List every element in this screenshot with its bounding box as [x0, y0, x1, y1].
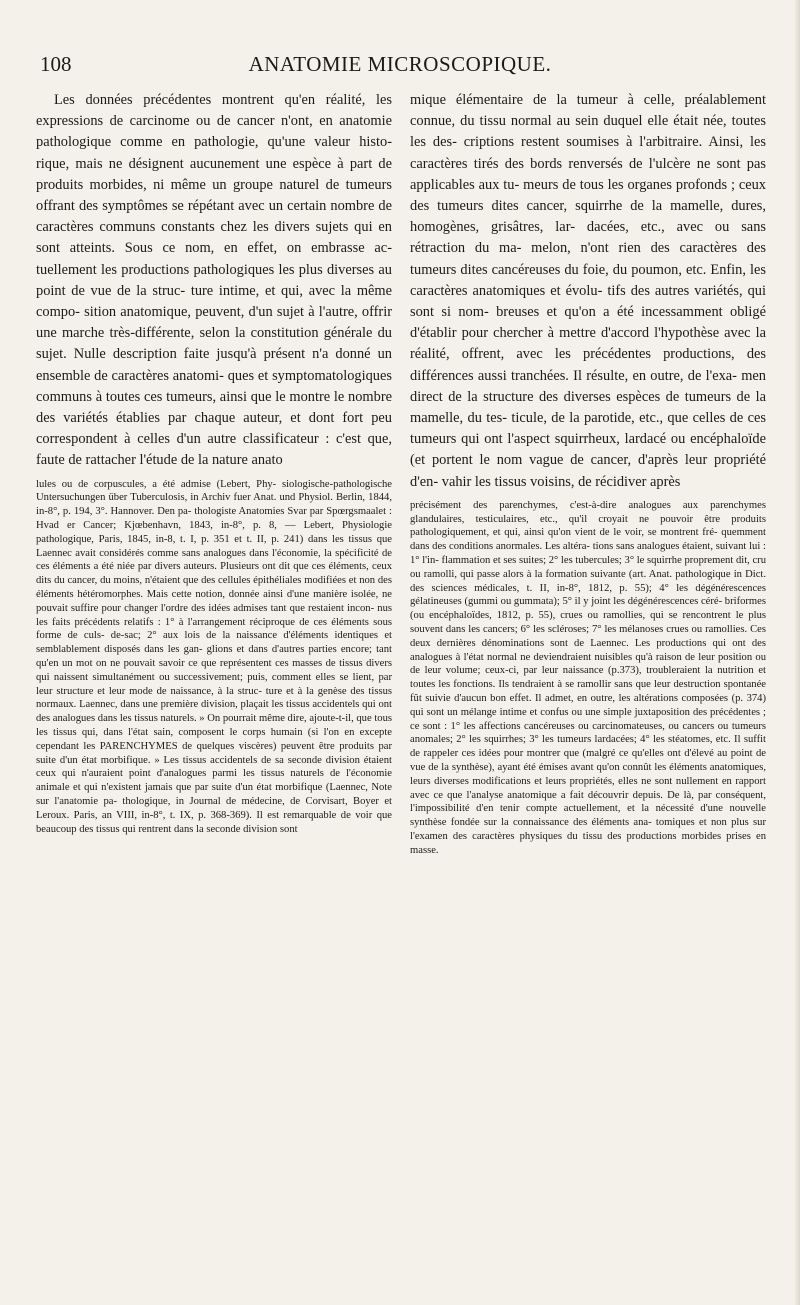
right-main-text: mique élémentaire de la tumeur à celle, préalablement connue, du tissu normal au sein duquel elle était née, toutes les des- criptions restent soumises à l'arbitraire. Ainsi, les caractères tirés des bords renversés de l'ulcère ne sont pas applicables aux tu- meurs de tous les organes profonds ; ceux des tumeurs dites cancer, squirrhe de la mamelle, dures, homogènes, grisâtres, lar- dacées, etc., avec ou sans rétraction du ma- melon, n'ont rien des caractères des tumeurs dites cancéreuses du foie, du poumon, etc. Enfin, les caractères anatomiques et évolu- tifs des autres variétés, qui sont si nom- breuses et qu'on a été incessamment obligé d'établir pour chercher à mettre d'accord l'hypothèse avec la réalité, offrent, avec les précédentes productions, des différences aussi tranchées. Il résulte, en outre, de l'exa- men direct de la structure des diverses espèces de tumeurs de la mamelle, du tes- ticule, de la parotide, etc., que celles de ces tumeurs qui ont l'aspect squirrheux, lardacé ou encéphaloïde (et portent le nom vague de cancer, d'après leur propriété d'en- vahir les tissus voisins, de récidiver après — [410, 92, 766, 490]
page-edge-shadow — [794, 0, 800, 1305]
page-header — [40, 52, 760, 82]
left-footnote-text: lules ou de corpuscules, a été admise (Lebert, Phy- siologische-pathologische Untersuchungen über Tuberculosis, in Archiv fuer Anat. und Physiol. Berlin, 1844, in-8°, p. 194, 3°. Hannover. Den pa- thologiste Anatomies Svar par Spœrgsmaalet : Hvad er Cancer; Kjœbenhavn, 1843, in-8°, p. 8, — Lebert, Physiologie pathologique, Paris, 1845, in-8, t. I, p. 351 et t. II, p. 241) dans les tissus que Laennec avait considérés comme sans analogues dans l'économie, la spécificité de ces éléments a été niée par divers auteurs. Plusieurs ont dit que ces éléments, ceux dits du cancer, du moins, n'étaient que des cellules épithéliales modifiées et non des éléments hétéromorphes. Mais cette notion, donnée ainsi d'une manière isolée, ne pouvait suffire pour changer l'ordre des idées admises tant que restaient incon- nus les faits précédents relatifs : 1° à l'arrangement réciproque de ces éléments sous forme de culs- de-sac; 2° aux lois de la naissance d'éléments identiques et semblablement disposés dans les gan- glions et dans d'autres parties encore; tant qu'en un mot on ne pouvait savoir ce que représentent ces masses de tissus divers qui naissent simultanément ou successivement; puis, comment elles se lient, par leur structure et leur mode de naissance, à la struc- ture et à la genèse des tissus normaux. Laennec, dans une première division, plaçait les tissus accidentels qui ont des analogues dans les tissus naturels. » On pourrait même dire, ajoute-t-il, que tous les tissus qui, dans l'état sain, composent le corps humain (si l'on en excepte cependant les PARENCHYMES de quelques viscères) peuvent être produits par suite d'un état morbifique. » Les tissus accidentels de sa seconde division étaient ceux qui n'auraient point d'analogues parmi les tissus naturels de l'économie animale et qui n'existent jamais que par suite d'un état morbifique (Laennec, Note sur l'anatomie pa- thologique, in Journal de médecine, de Corvisart, Boyer et Leroux. Paris, an VIII, in-8°, t. IX, p. 368-369). Il est remarquable de voir que beaucoup des tissus qui rentrent dans la seconde division sont — [36, 478, 392, 835]
right-column — [410, 90, 766, 858]
right-footnote-text: précisément des parenchymes, c'est-à-dire analogues aux parenchymes glandulaires, testiculaires, etc., qu'il croyait ne pouvoir être produits pathologiquement, et qui, ainsi qu'on vient de le voir, se montrent fré- quemment dans des conditions anormales. Les altéra- tions sans analogues étaient, suivant lui : 1° l'in- flammation et ses suites; 2° les tubercules; 3° le squirrhe proprement dit, cru ou ramolli, qui passe alors à la formation suivante (art. Anat. pathologique in Dict. des sciences médicales, t. II, in-8°, 1812, p. 55); 4° les dégénérescences gélatineuses (gummi ou gummata); 5° il y joint les dégénérescences céré- briformes (ou encéphaloïdes, 1812, p. 55), crues ou ramollies, qui se rencontrent le plus souvent dans les cancers; 6° les scléroses; 7° les mélanoses crues ou ramollies. Ces deux dernières dénominations sont de Laennec. Les productions qui ont des analogues à l'état normal ne deviendraient nuisibles qu'à raison de leur position ou de leur volume; ceux-ci, par leur naissance (p.373), troubleraient la nutrition et toutes les fonctions. Ils tendraient à se ramollir sans que leur destruction spontanée fût suivie d'aucun bon effet. Il admet, en outre, les altérations composées (p. 374) qui sont un mélange intime et confus ou une simple juxtaposition des précédentes ; ce sont : 1° les affections cancéreuses ou carcinomateuses, ou cancers ou tumeurs anomales; 2° les squirrhes; 3° les tumeurs lardacées; 4° les stéatomes, etc. Il suffit de rappeler ces idées pour montrer que (malgré ce qu'elles ont d'élevé au point de vue de la synthèse), ayant été émises avant qu'on connût les éléments anatomiques, leurs diverses modifications et leurs propriétés, elles ne sont nullement en rapport avec ce que l'analyse anatomique a fait découvrir depuis. De là, par conséquent, l'impossibilité d'en tenir compte actuellement, et la nécessité d'une nouvelle synthèse fondée sur la connaissance des éléments ana- tomiques et non plus sur l'examen des caractères physiques du tissu des productions morbides prises en masse. — [410, 499, 766, 856]
left-column — [36, 90, 392, 836]
left-main-text: Les données précédentes montrent qu'en réalité, les expressions de carcinome ou de cancer n'ont, en anatomie pathologique comme en pathologie, qu'une valeur histo- rique, mais ne désignent aucunement une espèce à part de produits morbides, ni même un groupe naturel de tumeurs offrant des symptômes se répétant avec un certain nombre de caractères communs constants chez les divers sujets qui en sont atteints. Sous ce nom, en effet, on embrasse ac- tuellement les productions pathologiques les plus diverses au point de vue de la struc- ture intime, et qui, avec la même compo- sition anatomique, peuvent, d'un sujet à l'autre, offrir une marche très-différente, selon la constitution générale du sujet. Nulle description faite jusqu'à présent n'a donné un ensemble de caractères anatomi- ques et symptomatologiques communs à toutes ces tumeurs, ainsi que le montre le nombre des variétés établies par chaque auteur, et dont fort peu correspondent à celles d'un autre classificateur : c'est que, faute de rattacher l'étude de la nature anato — [36, 92, 392, 469]
running-title: ANATOMIE MICROSCOPIQUE. — [248, 52, 552, 76]
page-number: 108 — [40, 52, 72, 76]
